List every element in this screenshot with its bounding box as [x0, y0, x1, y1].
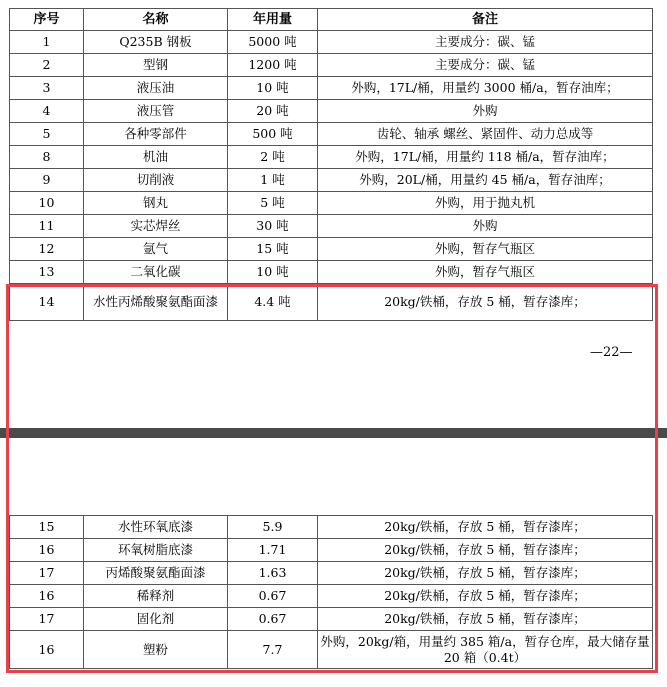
row-index: 11: [10, 215, 84, 238]
table-row: [10, 31, 653, 54]
row-annual-usage: 10 吨: [228, 77, 318, 100]
row-remarks: 外购，20L/桶，用量约 45 桶/a，暂存油库；: [318, 169, 653, 192]
row-name: 型钢: [84, 54, 228, 77]
row-remarks: 外购，暂存气瓶区: [318, 261, 653, 284]
row-remarks: 外购，20kg/箱，用量约 385 箱/a，暂存仓库，最大储存量 20 箱（0.4t）: [318, 631, 653, 669]
row-name: 实芯焊丝: [84, 215, 228, 238]
row-annual-usage: 4.4 吨: [228, 284, 318, 321]
row-remarks: 20kg/铁桶，存放 5 桶，暂存漆库；: [318, 562, 653, 585]
row-annual-usage: 5 吨: [228, 192, 318, 215]
row-annual-usage: 1 吨: [228, 169, 318, 192]
row-annual-usage: 20 吨: [228, 100, 318, 123]
row-remarks: 外购，17L/桶，用量约 118 桶/a，暂存油库；: [318, 146, 653, 169]
table-row: [10, 77, 653, 100]
table-row: [10, 608, 653, 631]
row-name: 固化剂: [84, 608, 228, 631]
row-remarks: 外购，暂存气瓶区: [318, 238, 653, 261]
row-remarks: 主要成分：碳、锰: [318, 54, 653, 77]
row-name: 二氧化碳: [84, 261, 228, 284]
row-index: 15: [10, 516, 84, 539]
table-row: [10, 261, 653, 284]
row-index: 16: [10, 585, 84, 608]
materials-table-bottom: [9, 515, 653, 669]
table-row: [10, 100, 653, 123]
row-remarks: 外购，17L/桶，用量约 3000 桶/a，暂存油库；: [318, 77, 653, 100]
row-remarks: 外购: [318, 215, 653, 238]
header-name: 名称: [84, 9, 228, 31]
row-name: 液压管: [84, 100, 228, 123]
row-name: 切削液: [84, 169, 228, 192]
row-index: 8: [10, 146, 84, 169]
row-name: 水性环氧底漆: [84, 516, 228, 539]
row-remarks: 20kg/铁桶，存放 5 桶，暂存漆库；: [318, 284, 653, 321]
row-remarks: 齿轮、轴承 螺丝、紧固件、动力总成等: [318, 123, 653, 146]
table-row: [10, 146, 653, 169]
table-row: [10, 539, 653, 562]
row-name: 氩气: [84, 238, 228, 261]
row-annual-usage: 1200 吨: [228, 54, 318, 77]
table-row: [10, 215, 653, 238]
row-annual-usage: 0.67: [228, 585, 318, 608]
row-name: 钢丸: [84, 192, 228, 215]
row-remarks: 外购，用于抛丸机: [318, 192, 653, 215]
row-name: 稀释剂: [84, 585, 228, 608]
table-row: [10, 631, 653, 669]
row-index: 3: [10, 77, 84, 100]
row-name: 液压油: [84, 77, 228, 100]
row-name: 塑粉: [84, 631, 228, 669]
row-annual-usage: 2 吨: [228, 146, 318, 169]
row-index: 17: [10, 608, 84, 631]
row-annual-usage: 7.7: [228, 631, 318, 669]
row-name: Q235B 钢板: [84, 31, 228, 54]
row-index: 14: [10, 284, 84, 321]
row-index: 12: [10, 238, 84, 261]
row-annual-usage: 1.63: [228, 562, 318, 585]
row-remarks: 20kg/铁桶，存放 5 桶，暂存漆库；: [318, 608, 653, 631]
row-annual-usage: 30 吨: [228, 215, 318, 238]
page-break-divider: [0, 428, 667, 438]
row-index: 17: [10, 562, 84, 585]
header-annual-usage: 年用量: [228, 9, 318, 31]
header-remarks: 备注: [318, 9, 653, 31]
table-row: [10, 516, 653, 539]
row-name: 机油: [84, 146, 228, 169]
row-index: 1: [10, 31, 84, 54]
page-number: —22—: [590, 345, 633, 360]
row-index: 10: [10, 192, 84, 215]
row-name: 丙烯酸聚氨酯面漆: [84, 562, 228, 585]
row-remarks: 外购: [318, 100, 653, 123]
row-annual-usage: 15 吨: [228, 238, 318, 261]
row-index: 4: [10, 100, 84, 123]
row-remarks: 主要成分：碳、锰: [318, 31, 653, 54]
row-index: 16: [10, 631, 84, 669]
row-annual-usage: 5.9: [228, 516, 318, 539]
row-annual-usage: 500 吨: [228, 123, 318, 146]
header-index: 序号: [10, 9, 84, 31]
row-annual-usage: 1.71: [228, 539, 318, 562]
row-index: 5: [10, 123, 84, 146]
row-index: 9: [10, 169, 84, 192]
row-annual-usage: 0.67: [228, 608, 318, 631]
row-name: 环氧树脂底漆: [84, 539, 228, 562]
table-row: [10, 54, 653, 77]
materials-table-top: [9, 8, 653, 321]
row-name: 各种零部件: [84, 123, 228, 146]
row-remarks: 20kg/铁桶，存放 5 桶，暂存漆库；: [318, 516, 653, 539]
row-annual-usage: 10 吨: [228, 261, 318, 284]
row-annual-usage: 5000 吨: [228, 31, 318, 54]
table-row: [10, 284, 653, 321]
table-row: [10, 192, 653, 215]
table-row: [10, 585, 653, 608]
row-name: 水性丙烯酸聚氨酯面漆: [84, 284, 228, 321]
table-header-row: [10, 9, 653, 31]
row-remarks: 20kg/铁桶，存放 5 桶，暂存漆库；: [318, 539, 653, 562]
table-row: [10, 169, 653, 192]
row-index: 2: [10, 54, 84, 77]
table-row: [10, 123, 653, 146]
row-remarks: 20kg/铁桶，存放 5 桶，暂存漆库；: [318, 585, 653, 608]
row-index: 13: [10, 261, 84, 284]
table-row: [10, 562, 653, 585]
row-index: 16: [10, 539, 84, 562]
table-row: [10, 238, 653, 261]
